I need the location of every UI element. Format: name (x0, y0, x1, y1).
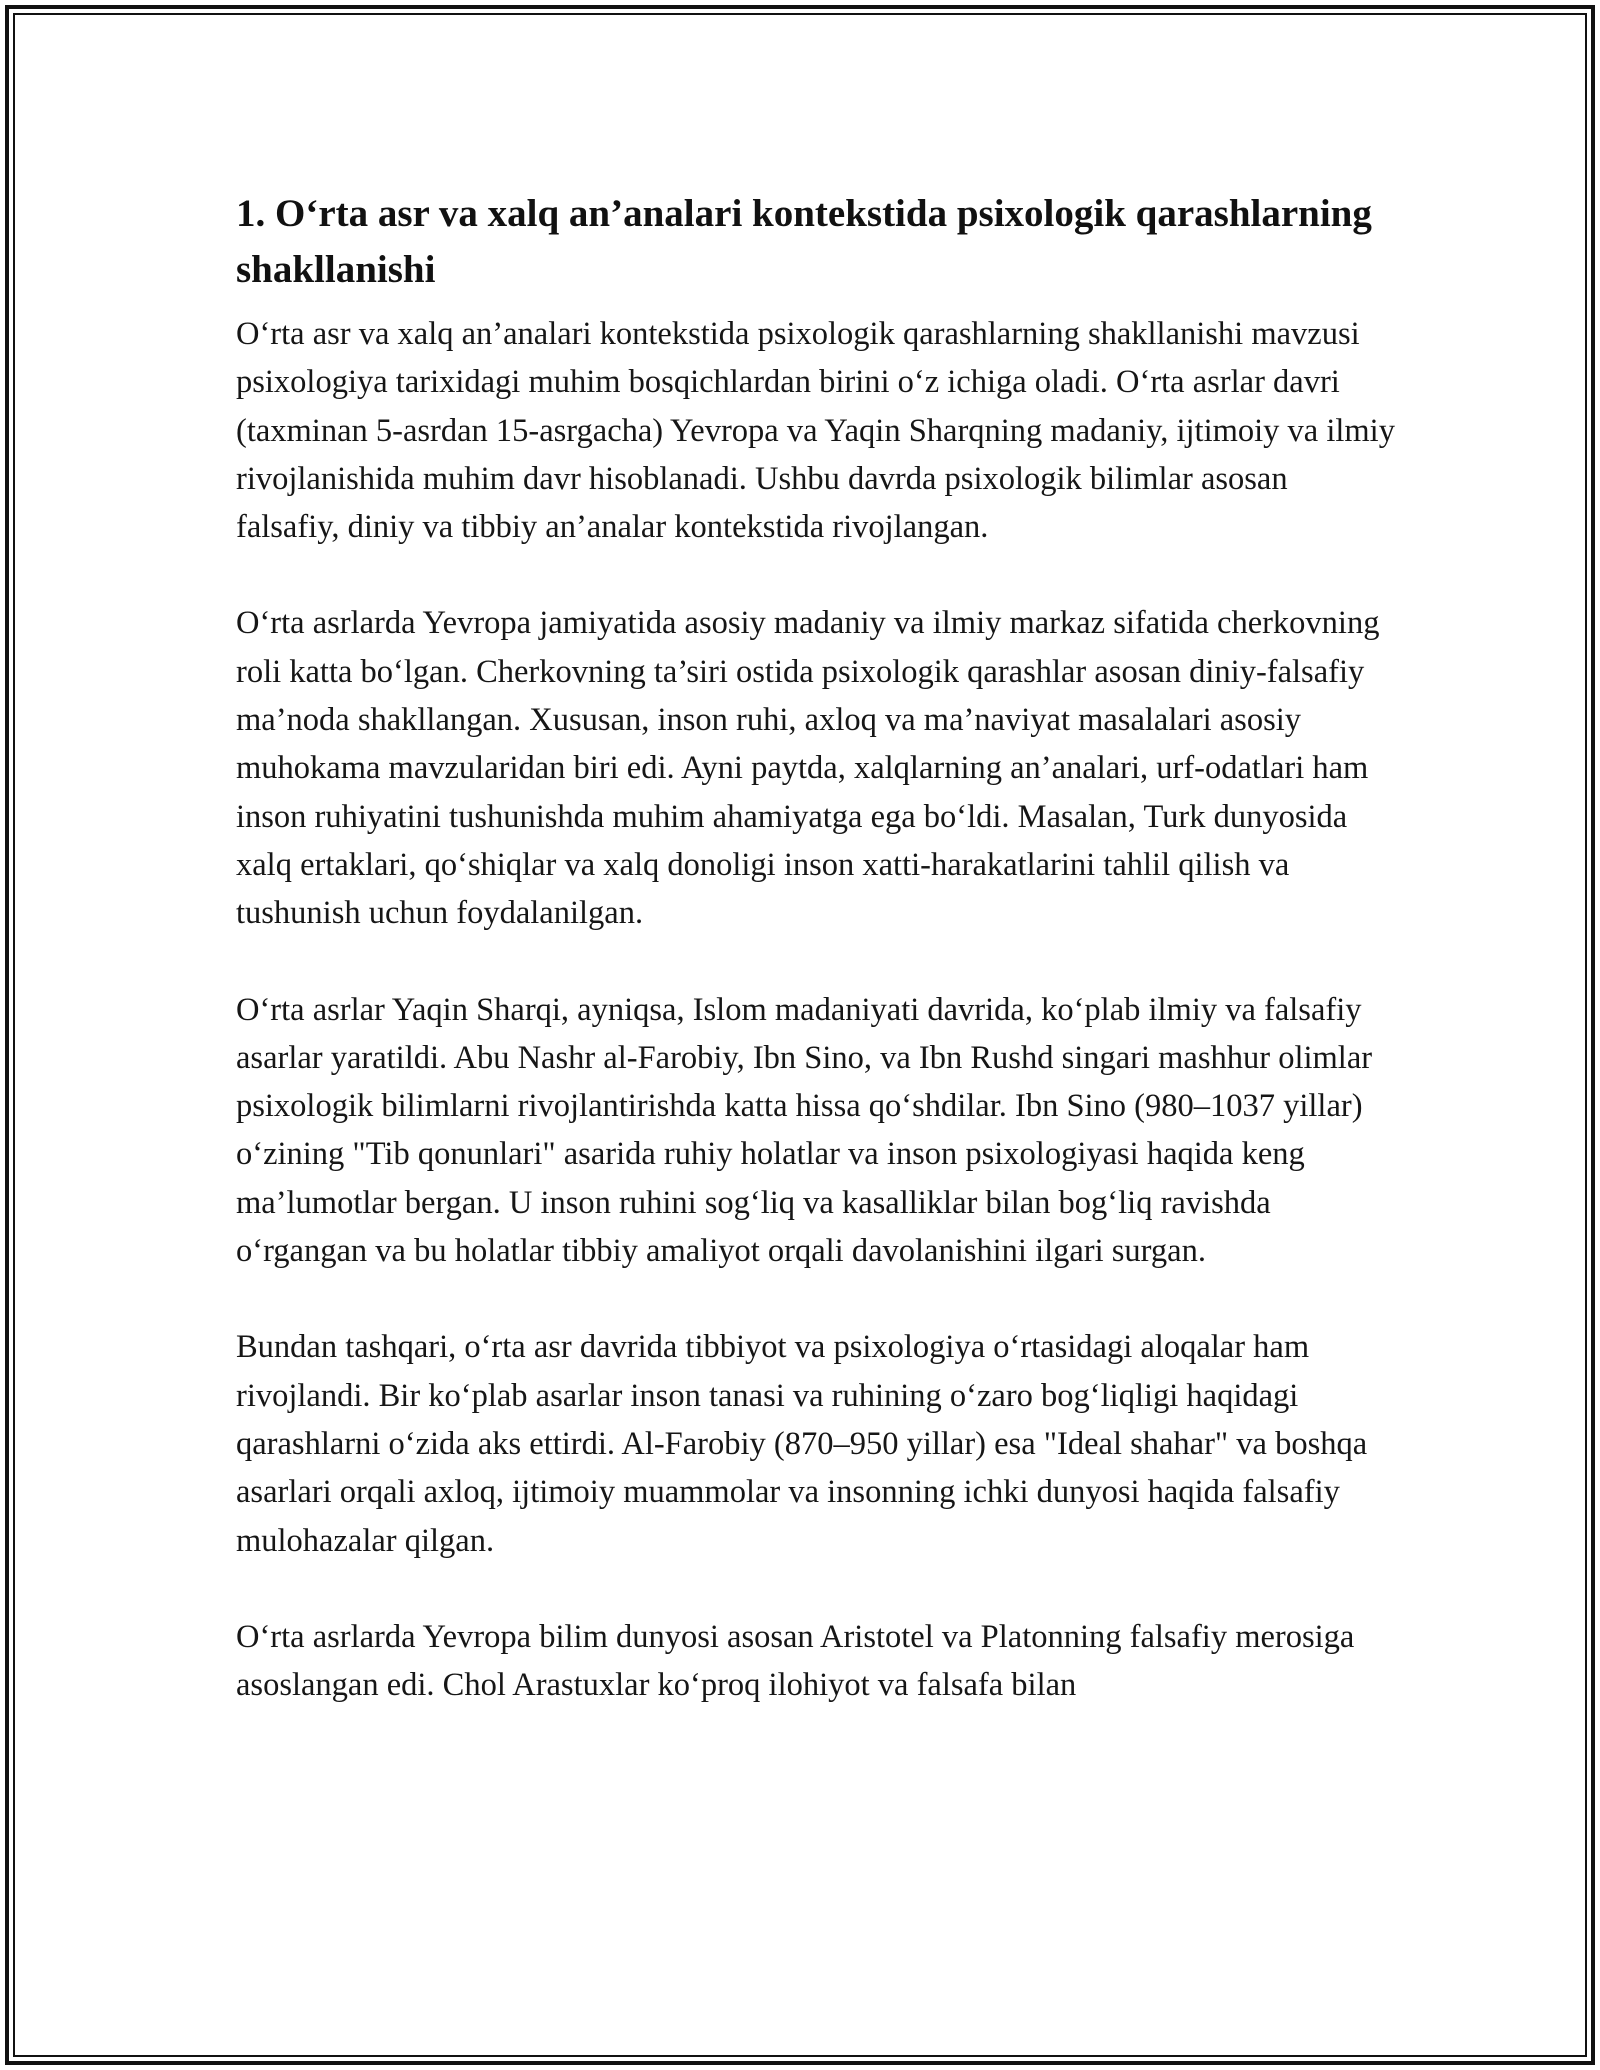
section-heading: 1. O‘rta asr va xalq an’analari kontekstida psixologik qarashlarning shakllanishi (236, 192, 1372, 291)
document-body (236, 186, 1395, 1757)
paragraph-2: O‘rta asrlarda Yevropa jamiyatida asosiy madaniy va ilmiy markaz sifatida cherkovning roli katta bo‘lgan. Cherkovning ta’siri ostida psixologik qarashlar asosan diniy-falsafiy ma’noda shakllangan. Xususan, inson ruhi, axloq va ma’naviyat masalalari asosiy muhokama mavzularidan biri edi. Ayni paytda, xalqlarning an’analari, urf-odatlari ham inson ruhiyatini tushunishda muhim ahamiyatga ega bo‘ldi. Masalan, Turk dunyosida xalq ertaklari, qo‘shiqlar va xalq donoligi inson xatti-harakatlarini tahlil qilish va tushunish uchun foydalanilgan. (236, 605, 1380, 932)
paragraph-5: O‘rta asrlarda Yevropa bilim dunyosi asosan Aristotel va Platonning falsafiy merosiga asoslangan edi. Chol Arastuxlar ko‘proq ilohiyot va falsafa bilan (236, 1618, 1355, 1704)
paragraph-4: Bundan tashqari, o‘rta asr davrida tibbiyot va psixologiya o‘rtasidagi aloqalar ham rivojlandi. Bir ko‘plab asarlar inson tanasi va ruhining o‘zaro bog‘liqligi haqidagi qarashlarni o‘zida aks ettirdi. Al-Farobiy (870–950 yillar) esa "Ideal shahar" va boshqa asarlari orqali axloq, ijtimoiy muammolar va insonning ichki dunyosi haqida falsafiy mulohazalar qilgan. (236, 1329, 1368, 1559)
paragraph-1: O‘rta asr va xalq an’analari kontekstida psixologik qarashlarning shakllanishi mavzusi psixologiya tarixidagi muhim bosqichlardan birini o‘z ichiga oladi. O‘rta asrlar davri (taxminan 5-asrdan 15-asrgacha) Yevropa va Yaqin Sharqning madaniy, ijtimoiy va ilmiy rivojlanishida muhim davr hisoblanadi. Ushbu davrda psixologik bilimlar asosan falsafiy, diniy va tibbiy an’analar kontekstida rivojlangan. (236, 316, 1395, 546)
paragraph-3: O‘rta asrlar Yaqin Sharqi, ayniqsa, Islom madaniyati davrida, ko‘plab ilmiy va falsafiy asarlar yaratildi. Abu Nashr al-Farobiy, Ibn Sino, va Ibn Rushd singari mashhur olimlar psixologik bilimlarni rivojlantirishda katta hissa qo‘shdilar. Ibn Sino (980–1037 yillar) o‘zining "Tib qonunlari" asarida ruhiy holatlar va inson psixologiyasi haqida keng ma’lumotlar bergan. U inson ruhini sog‘liq va kasalliklar bilan bog‘liq ravishda o‘rgangan va bu holatlar tibbiy amaliyot orqali davolanishini ilgari surgan. (236, 991, 1373, 1270)
